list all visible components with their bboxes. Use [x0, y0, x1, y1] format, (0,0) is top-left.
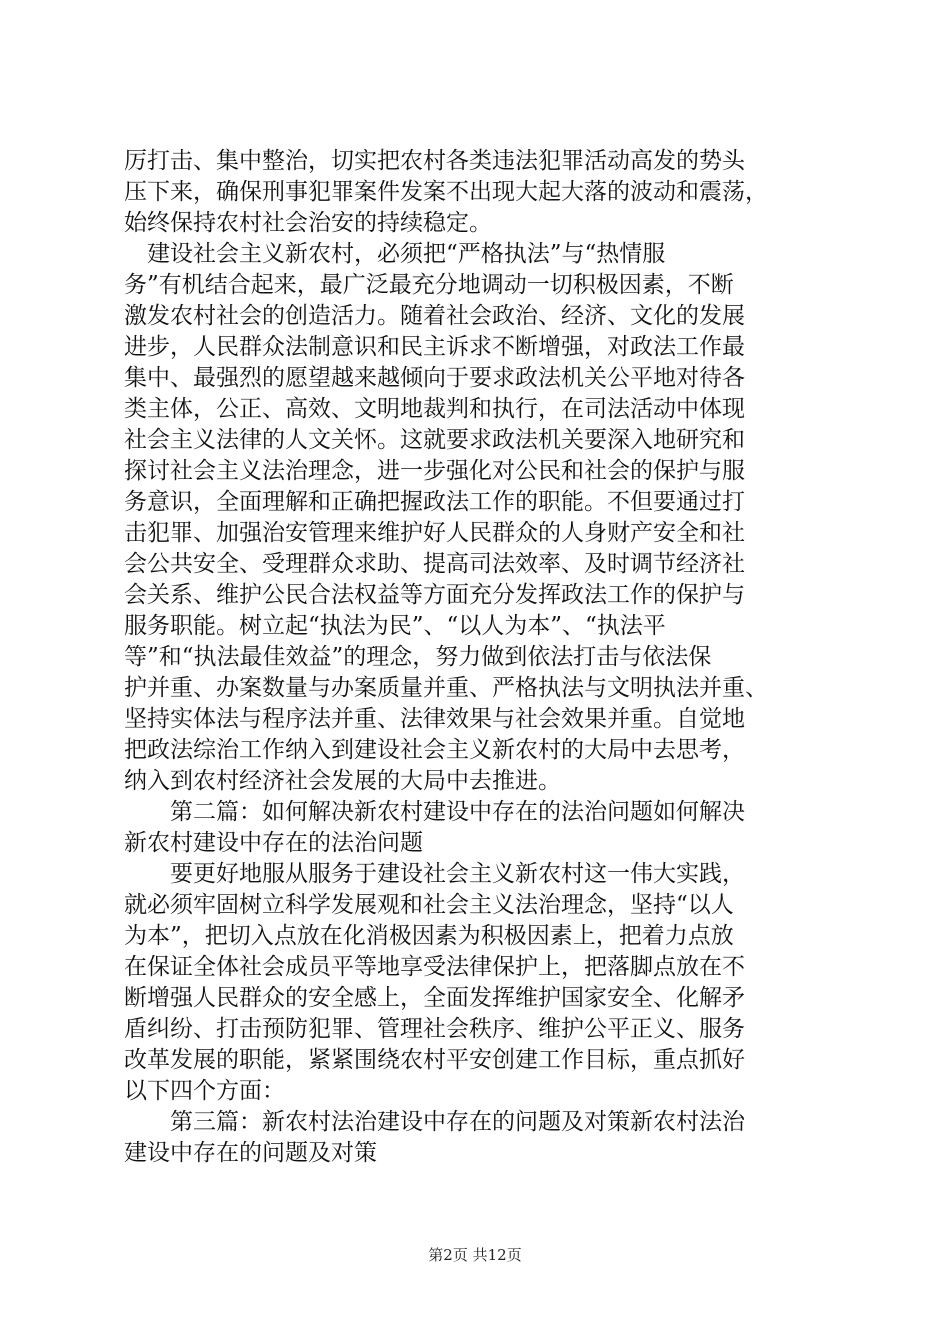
text-line: 建设社会主义新农村，必须把“严格执法”与“热情服: [124, 241, 666, 267]
text-line: 社会主义法律的人文关怀。这就要求政法机关要深入地研究和: [124, 427, 745, 453]
text-line: 击犯罪、加强治安管理来维护好人民群众的人身财产安全和社: [124, 520, 745, 546]
section-heading-line: 第三篇：新农村法治建设中存在的问题及对策新农村法治: [124, 1109, 745, 1135]
section-heading-line: 建设中存在的问题及对策: [124, 1140, 377, 1166]
text-line: 压下来，确保刑事犯罪案件发案不出现大起大落的波动和震荡，: [124, 179, 768, 205]
text-line: 改革发展的职能，紧紧围绕农村平安创建工作目标，重点抓好: [124, 1047, 745, 1073]
text-line: 务”有机结合起来，最广泛最充分地调动一切积极因素，不断: [124, 272, 734, 298]
text-line: 厉打击、集中整治，切实把农村各类违法犯罪活动高发的势头: [124, 148, 745, 174]
text-line: 把政法综治工作纳入到建设社会主义新农村的大局中去思考，: [124, 737, 745, 763]
text-line: 进步，人民群众法制意识和民主诉求不断增强，对政法工作最: [124, 334, 745, 360]
text-line: 类主体，公正、高效、文明地裁判和执行，在司法活动中体现: [124, 396, 745, 422]
text-line: 会公共安全、受理群众求助、提高司法效率、及时调节经济社: [124, 551, 745, 577]
text-line: 探讨社会主义法治理念，进一步强化对公民和社会的保护与服: [124, 458, 745, 484]
text-line: 集中、最强烈的愿望越来越倾向于要求政法机关公平地对待各: [124, 365, 745, 391]
text-line: 服务职能。树立起“执法为民”、“以人为本”、“执法平: [124, 613, 666, 639]
text-line: 务意识，全面理解和正确把握政法工作的职能。不但要通过打: [124, 489, 745, 515]
text-line: 护并重、办案数量与办案质量并重、严格执法与文明执法并重、: [124, 675, 768, 701]
text-line: 就必须牢固树立科学发展观和社会主义法治理念，坚持“以人: [124, 892, 734, 918]
text-line: 始终保持农村社会治安的持续稳定。: [124, 210, 492, 236]
text-line: 以下四个方面：: [124, 1078, 285, 1104]
text-line: 纳入到农村经济社会发展的大局中去推进。: [124, 768, 561, 794]
text-line: 等”和“执法最佳效益”的理念，努力做到依法打击与依法保: [124, 644, 712, 670]
body-text: [124, 146, 836, 1169]
text-line: 断增强人民群众的安全感上，全面发挥维护国家安全、化解矛: [124, 985, 745, 1011]
text-line: 盾纠纷、打击预防犯罪、管理社会秩序、维护公平正义、服务: [124, 1016, 745, 1042]
text-line: 激发农村社会的创造活力。随着社会政治、经济、文化的发展: [124, 303, 745, 329]
text-line: 坚持实体法与程序法并重、法律效果与社会效果并重。自觉地: [124, 706, 745, 732]
text-line: 在保证全体社会成员平等地享受法律保护上，把落脚点放在不: [124, 954, 745, 980]
section-heading-line: 新农村建设中存在的法治问题: [124, 830, 423, 856]
text-line: 要更好地服从服务于建设社会主义新农村这一伟大实践，: [124, 861, 745, 887]
page-number-footer: 第2页 共12页: [428, 1246, 522, 1264]
text-line: 为本”，把切入点放在化消极因素为积极因素上，把着力点放: [124, 923, 734, 949]
text-line: 会关系、维护公民合法权益等方面充分发挥政法工作的保护与: [124, 582, 745, 608]
section-heading-line: 第二篇：如何解决新农村建设中存在的法治问题如何解决: [124, 799, 745, 825]
